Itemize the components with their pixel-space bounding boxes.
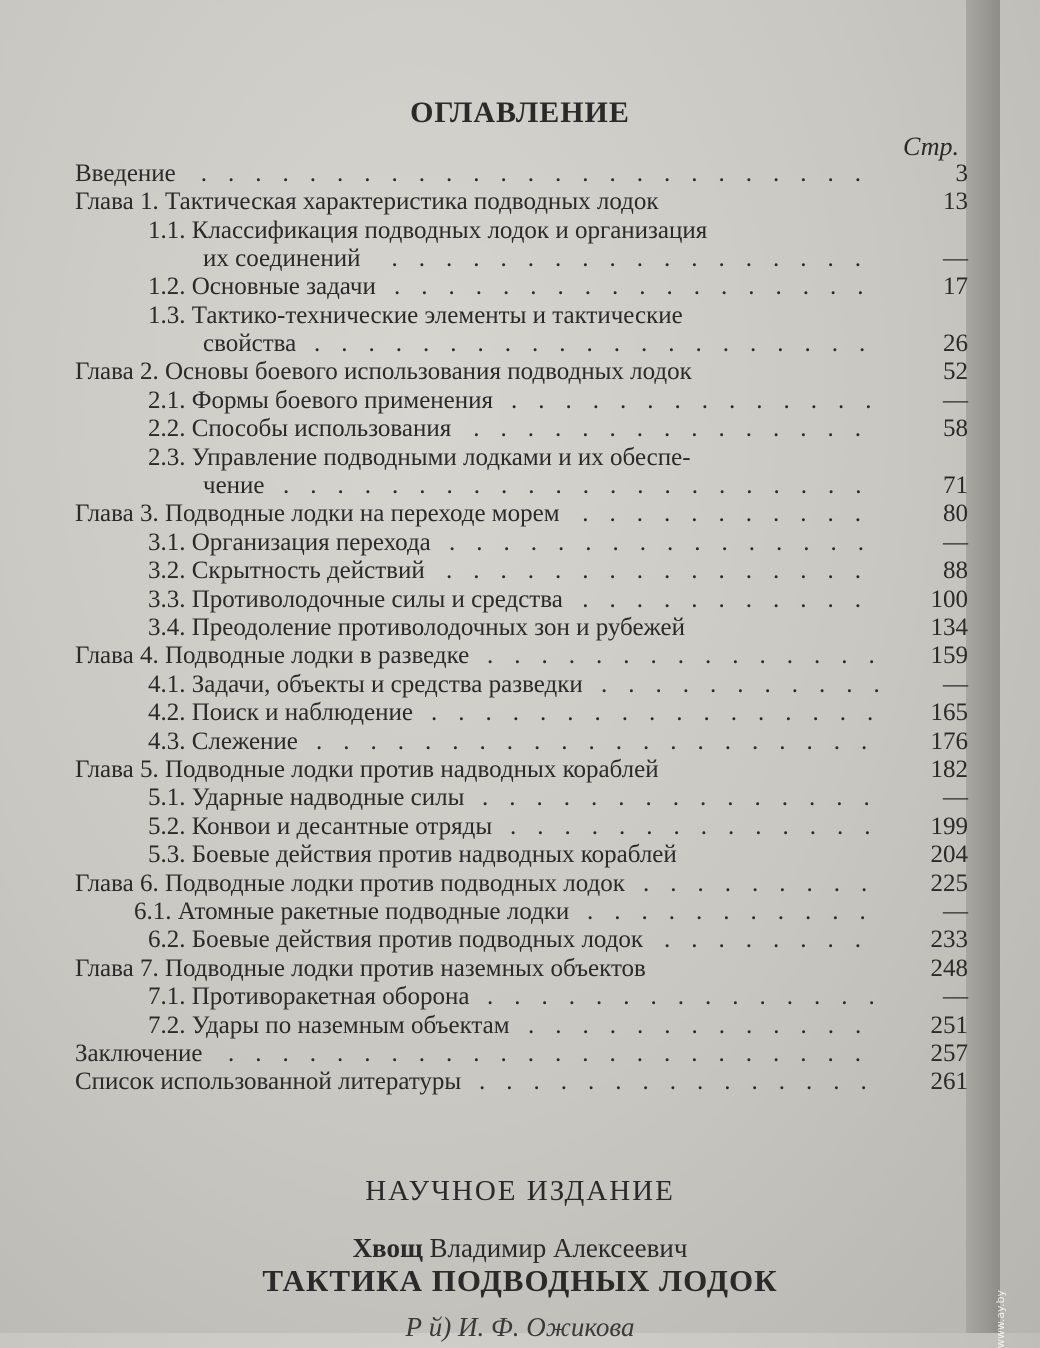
dot-leader: ........ [664,926,882,953]
toc-entry-title: Глава 5. Подводные лодки против надводных кораблей [75,756,659,783]
toc-entry-title: свойства [203,330,297,357]
toc-entry-title: их соединений [203,245,361,272]
cut-off-line: Р й) И. Ф. Ожикова [405,1312,635,1342]
toc-page-number: 80 [943,500,968,527]
dot-leader: ............. [528,1012,883,1039]
toc-entry [0,870,1000,898]
watermark: www.ay.by [994,1290,1007,1348]
toc-entry-title: 2.1. Формы боевого применения [148,387,494,414]
dot-leader: ........... [582,586,882,613]
toc-entry-title: 2.3. Управление подводными лодками и их обеспе- [148,444,691,471]
toc-entry [0,188,1000,216]
toc-entry [0,1012,1000,1040]
toc-entry-title: 6.2. Боевые действия против подводных лодок [148,926,644,953]
toc-entry [0,813,1000,841]
dot-leader: ..................... [316,728,889,755]
toc-entry [0,784,1000,812]
dot-leader: ........... [582,500,882,527]
toc-entry [0,955,1000,983]
toc-entry-title: 2.2. Способы использования [148,415,452,442]
toc-entry-title: 7.2. Удары по наземным объектам [148,1012,510,1039]
toc-entry [0,1040,1000,1068]
toc-page-number: 199 [930,813,968,840]
dot-leader: ............... [482,784,891,811]
toc-page-number: — [943,983,968,1010]
book-title: ТАКТИКА ПОДВОДНЫХ ЛОДОК [262,1263,778,1298]
toc-entry-title: 4.2. Поиск и наблюдение [148,699,413,726]
toc-entry [0,160,1000,188]
toc-entry-title: 5.2. Конвои и десантные отряды [148,813,493,840]
toc-page-number: — [943,671,968,698]
toc-entry-title: 3.3. Противолодочные силы и средства [148,586,563,613]
toc-entry [0,358,1000,386]
toc-entry [0,1068,1000,1096]
toc-page-number: 17 [943,273,968,300]
toc-entry [0,444,1000,472]
toc-page-number: 26 [943,330,968,357]
toc-entry [0,302,1000,330]
toc-entry-title: Глава 7. Подводные лодки против наземных объектов [75,955,646,982]
toc-page-number: 52 [943,358,968,385]
dot-leader: ........................ [228,1040,882,1067]
toc-page-number: 159 [930,642,968,669]
toc-page-number: 182 [930,756,968,783]
toc-entry-title: Глава 2. Основы боевого использования подводных лодок [75,358,692,385]
toc-entry [0,586,1000,614]
toc-entry-title: Глава 4. Подводные лодки в разведке [75,642,470,669]
toc-entry-title: Глава 6. Подводные лодки против подводных лодок [75,870,625,897]
toc-page-number: — [943,529,968,556]
toc-entry-title: Глава 1. Тактическая характеристика подводных лодок [75,188,659,215]
dot-leader: ...................... [283,472,883,499]
dot-leader: .............. [511,387,893,414]
dot-leader: ............... [479,1068,888,1095]
dot-leader: ............... [487,983,896,1010]
toc-entry-title: Введение [75,160,176,187]
toc-entry-title: 6.1. Атомные ракетные подводные лодки [134,898,570,925]
toc-page-number: 257 [930,1040,968,1067]
dot-leader: .................. [394,273,885,300]
dot-leader: ................. [431,699,895,726]
toc-entry [0,387,1000,415]
toc-entry-title: 5.3. Боевые действия против надводных кораблей [148,841,677,868]
toc-page-number: 13 [943,188,968,215]
toc-page-number: 134 [930,614,968,641]
dot-leader: ............... [487,642,896,669]
dot-leader: ........... [587,898,887,925]
toc-entry [0,614,1000,642]
toc-page-number: 204 [930,841,968,868]
toc-page-number: — [943,898,968,925]
dot-leader: ........... [601,671,901,698]
toc-entry [0,217,1000,245]
toc-entry-title: 3.2. Скрытность действий [148,557,425,584]
page-column-label: Стр. [903,132,959,161]
toc-title: ОГЛАВЛЕНИЕ [410,96,630,129]
toc-page-number: 88 [943,557,968,584]
dot-leader: ......... [643,870,889,897]
toc-page-number: — [943,245,968,272]
toc-entry-title: 4.1. Задачи, объекты и средства разведки [148,671,583,698]
toc-entry [0,415,1000,443]
publication-type: НАУЧНОЕ ИЗДАНИЕ [365,1175,675,1207]
dot-leader: ................ [449,529,885,556]
toc-entry-title: Список использованной литературы [75,1068,462,1095]
toc-page-number: 58 [943,415,968,442]
toc-entry [0,699,1000,727]
toc-entry [0,273,1000,301]
toc-entry [0,642,1000,670]
toc-page-number: 71 [943,472,968,499]
toc-page-number: 3 [955,160,968,187]
toc-entry-title: Заключение [75,1040,203,1067]
toc-page-number: — [943,387,968,414]
toc-entry [0,557,1000,585]
toc-entry [0,983,1000,1011]
toc-entry-title: чение [203,472,265,499]
toc-entry [0,841,1000,869]
toc-entry [0,728,1000,756]
toc-entry-title: 1.1. Классификация подводных лодок и организация [148,217,708,244]
toc-entry [0,529,1000,557]
toc-page-number: — [943,784,968,811]
dot-leader: ............... [473,415,882,442]
toc-entry-title: 3.4. Преодоление противолодочных зон и рубежей [148,614,685,641]
toc-entry [0,500,1000,528]
dot-leader: .............. [510,813,892,840]
toc-page-number: 251 [930,1012,968,1039]
toc-page-number: 248 [930,955,968,982]
toc-entry-title: Глава 3. Подводные лодки на переходе морем [75,500,560,527]
dot-leader: .................. [391,245,882,272]
toc-entry-title: 5.1. Ударные надводные силы [148,784,465,811]
dot-leader: ..................... [314,330,887,357]
toc-entry-title: 1.2. Основные задачи [148,273,376,300]
toc-entry [0,926,1000,954]
toc-page-number: 165 [930,699,968,726]
toc-entry-title: 3.1. Организация перехода [148,529,431,556]
author [0,1233,1040,1264]
toc-page-number: 233 [930,926,968,953]
toc-page-number: 100 [930,586,968,613]
author-name: Владимир Алексеевич [429,1233,688,1263]
toc-page-number: 261 [930,1068,968,1095]
dot-leader: ................ [446,557,882,584]
toc-entry [0,898,1000,926]
toc-entry-title: 4.3. Слежение [148,728,298,755]
toc-page-number: 176 [930,728,968,755]
author-surname: Хвощ [352,1233,423,1263]
toc-page-number: 225 [930,870,968,897]
toc-entry [0,756,1000,784]
toc-entry [0,330,1000,358]
toc-entry [0,472,1000,500]
toc-entry-title: 1.3. Тактико-технические элементы и тактические [148,302,683,329]
toc-entry [0,671,1000,699]
toc-entry-title: 7.1. Противоракетная оборона [148,983,470,1010]
dot-leader: ......................... [200,160,882,187]
toc-entry [0,245,1000,273]
